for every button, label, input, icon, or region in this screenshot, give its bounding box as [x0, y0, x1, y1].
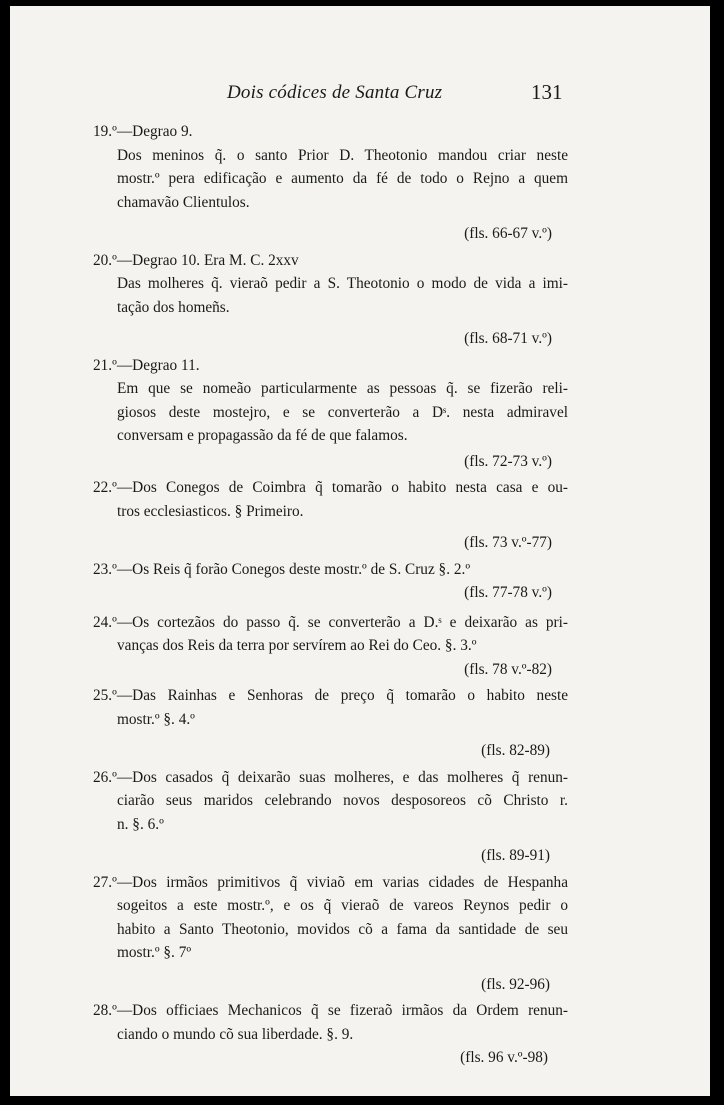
entry-heading: 23.º—Os Reis q̃ forão Conegos deste mostr.º de S. Cruz §. 2.º [93, 560, 471, 578]
entry-25 [93, 684, 568, 763]
entry-line: vanças dos Reis da terra por servírem ao Rei do Ceo. §. 3.º [117, 637, 477, 654]
folio-reference: (fls. 89-91) [481, 847, 550, 864]
folio-reference: (fls. 66-67 v.º) [464, 225, 552, 242]
entry-line: mostr.º §. 7º [117, 944, 192, 961]
folio-reference: (fls. 78 v.º-82) [464, 660, 552, 678]
running-head [10, 82, 710, 112]
entry-27 [93, 871, 568, 997]
entry-line: giosos deste mostejro, e se converterão a Dˢ. nesta admiravel [117, 403, 568, 421]
entry-22 [93, 476, 568, 555]
entry-line: habito a Santo Theotonio, movidos cõ a fama da santidade de seu [117, 920, 568, 938]
folio-reference: (fls. 73 v.º-77) [464, 534, 552, 551]
entry-20 [93, 249, 568, 351]
folio-reference: (fls. 72-73 v.º) [464, 452, 552, 470]
entry-26 [93, 766, 568, 868]
entry-line: Em que se nomeão particularmente as pessoas q̃. se fizerão reli- [117, 380, 568, 397]
entry-line: ciarão seus maridos celebrando novos desposoreos cõ Christo r. [117, 792, 568, 809]
entry-line: conversam e propagassão da fé de que falamos. [117, 427, 408, 444]
entry-heading: 20.º—Degrao 10. Era M. C. 2xxv [93, 251, 299, 269]
entry-heading: 19.º—Degrao 9. [93, 123, 193, 140]
folio-reference: (fls. 92-96) [481, 975, 550, 993]
entry-line: mostr.º pera edificação e aumento da fé de todo o Rejno a quem [117, 170, 568, 187]
entry-23 [93, 558, 568, 605]
page-number: 131 [531, 80, 563, 104]
folio-reference: (fls. 68-71 v.º) [464, 330, 552, 347]
entry-line: Das molheres q̃. vieraõ pedir a S. Theotonio o modo de vida a imi- [117, 275, 568, 292]
entry-heading: 26.º—Dos casados q̃ deixarão suas molheres, e das molheres q̃ renun- [93, 768, 568, 786]
entry-heading: 21.º—Degrao 11. [93, 356, 200, 374]
entry-24 [93, 611, 568, 682]
entry-28 [93, 999, 568, 1070]
entry-19 [93, 120, 568, 246]
folio-reference: (fls. 96 v.º-98) [460, 1049, 548, 1066]
entry-line: tação dos homeñs. [117, 298, 230, 316]
folio-reference: (fls. 77-78 v.º) [464, 584, 552, 601]
entry-line: mostr.º §. 4.º [117, 710, 195, 728]
entry-line: chamavão Clientulos. [117, 193, 250, 211]
entry-heading: 25.º—Das Rainhas e Senhoras de preço q̃ tomarão o habito neste [93, 687, 568, 704]
entry-line: tros ecclesiasticos. § Primeiro. [117, 502, 304, 520]
entry-line: n. §. 6.º [117, 815, 164, 833]
entry-heading: 27.º—Dos irmãos primitivos q̃ viviaõ em varias cidades de Hespanha [93, 873, 568, 891]
entry-heading: 22.º—Dos Conegos de Coimbra q̃ tomarão o habito nesta casa e ou- [93, 479, 568, 496]
entry-heading: 28.º—Dos officiaes Mechanicos q̃ se fizeraõ irmãos da Ordem renun- [93, 1002, 568, 1019]
entry-heading: 24.º—Os cortezãos do passo q̃. se converterão a D.ˢ e deixarão as pri- [93, 613, 568, 631]
folio-reference: (fls. 82-89) [481, 742, 550, 759]
entry-21 [93, 354, 568, 474]
book-page [10, 6, 710, 1096]
entry-line: ciando o mundo cõ sua liberdade. §. 9. [117, 1025, 354, 1043]
entry-line: Dos meninos q̃. o santo Prior D. Theotonio mandou criar neste [117, 146, 568, 164]
running-title: Dois códices de Santa Cruz [227, 82, 443, 103]
entry-line: sogeitos a este mostr.º, e os q̃ vieraõ de vareos Reynos pedir o [117, 897, 568, 914]
entry-list [93, 120, 568, 1073]
